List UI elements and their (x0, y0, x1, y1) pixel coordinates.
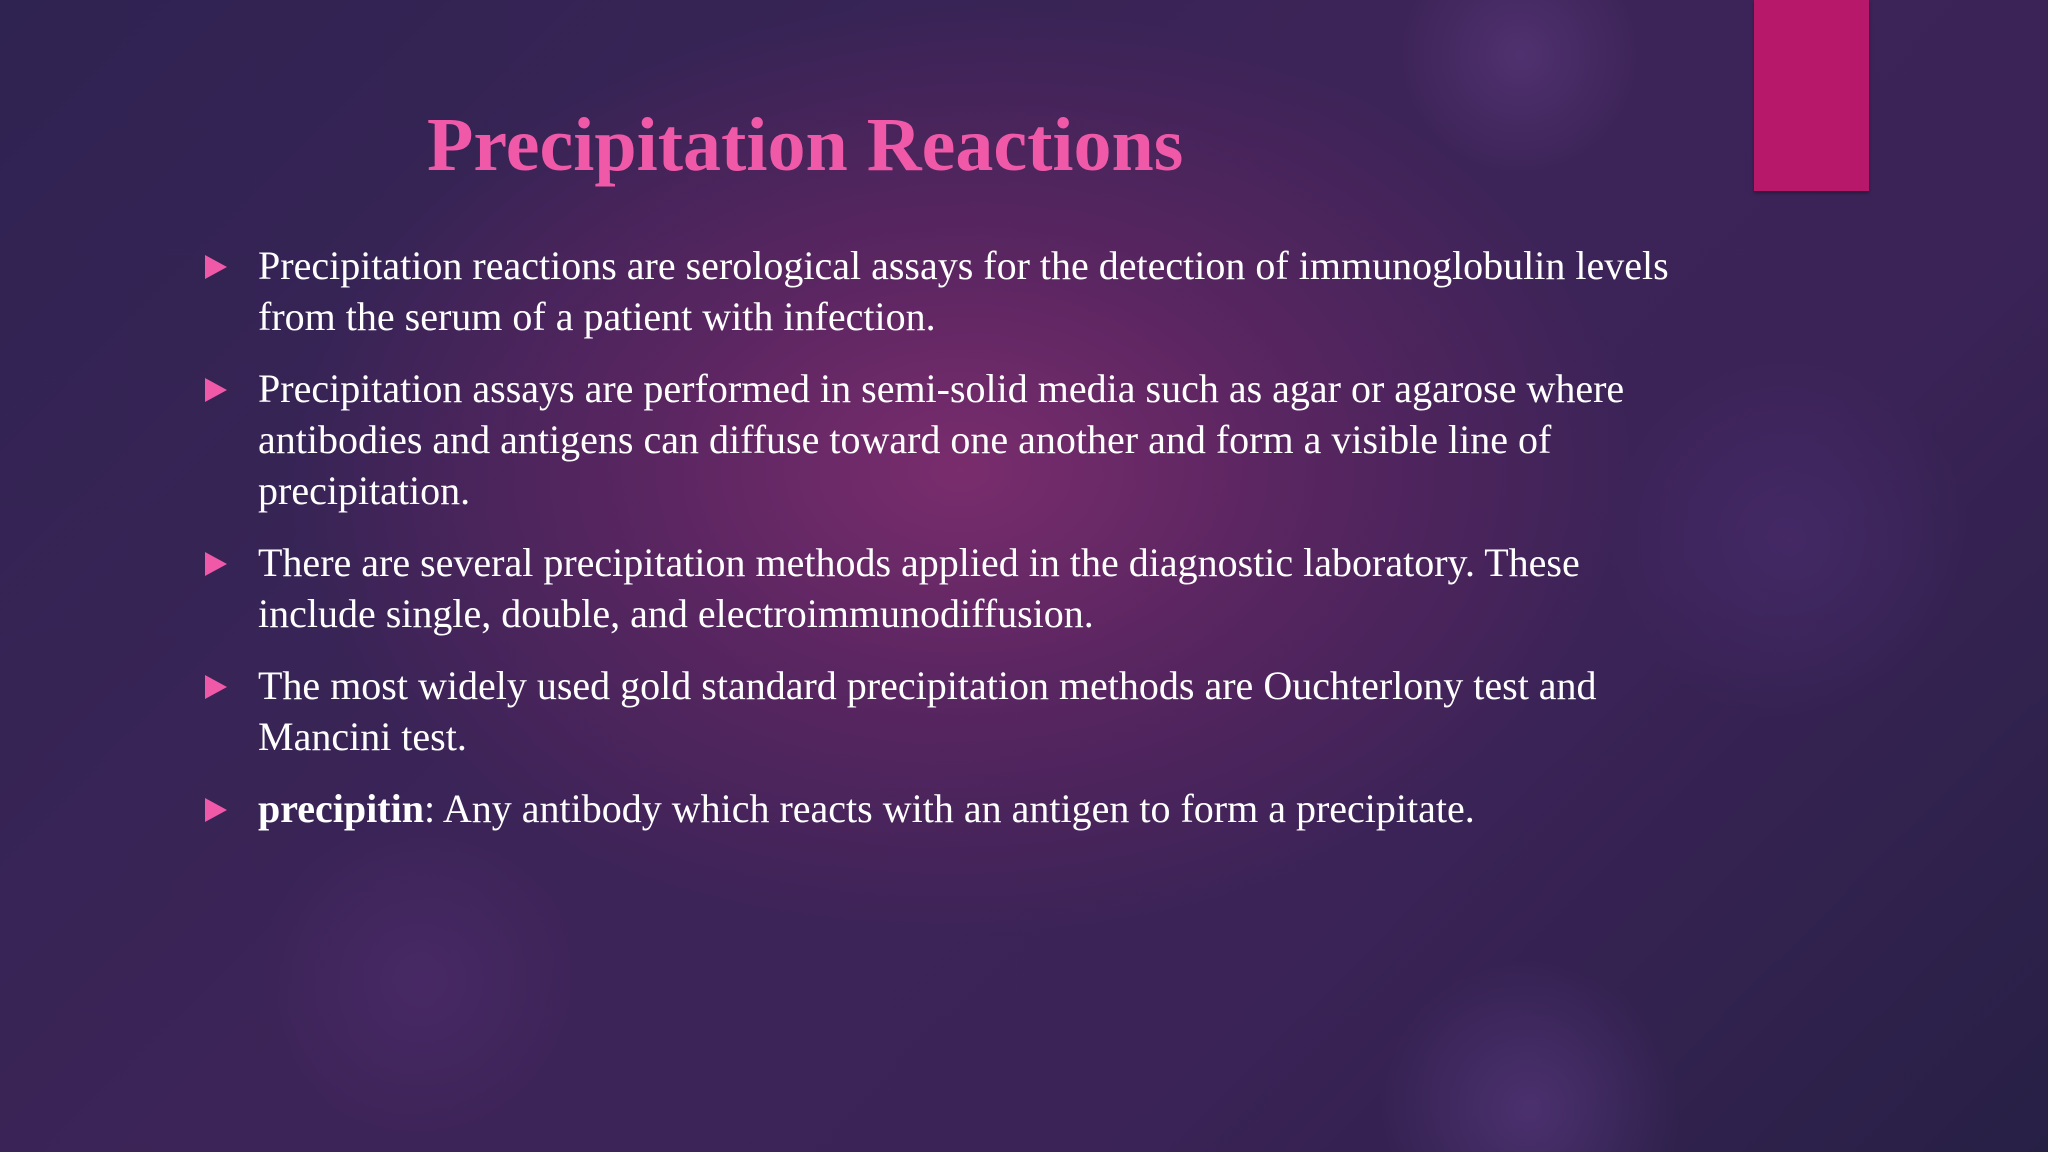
bullet-term: precipitin (258, 786, 424, 831)
triangle-right-icon (205, 552, 227, 576)
triangle-right-icon (205, 255, 227, 279)
bullet-definition: : Any antibody which reacts with an antigen to form a precipitate. (423, 786, 1475, 831)
triangle-right-icon (205, 675, 227, 699)
bullet-item (258, 537, 1678, 639)
triangle-right-icon (205, 798, 227, 822)
bullet-item (258, 660, 1678, 762)
bullet-text: Precipitation assays are performed in semi-solid media such as agar or agarose where antibodies and antigens can diffuse toward one another and form a visible line of precipitation. (258, 366, 1625, 513)
bullet-text: Precipitation reactions are serological assays for the detection of immunoglobulin levels from the serum of a patient with infection. (258, 243, 1669, 339)
triangle-right-icon (205, 378, 227, 402)
bullet-item (258, 783, 1678, 834)
bullet-item (258, 240, 1678, 342)
bullet-item (258, 363, 1678, 516)
accent-bar (1754, 0, 1869, 191)
slide-title: Precipitation Reactions (427, 103, 1184, 187)
bullet-list (258, 240, 1678, 855)
bullet-text: The most widely used gold standard precipitation methods are Ouchterlony test and Mancini test. (258, 663, 1597, 759)
bullet-text: There are several precipitation methods applied in the diagnostic laboratory. These include single, double, and electroimmunodiffusion. (258, 540, 1580, 636)
